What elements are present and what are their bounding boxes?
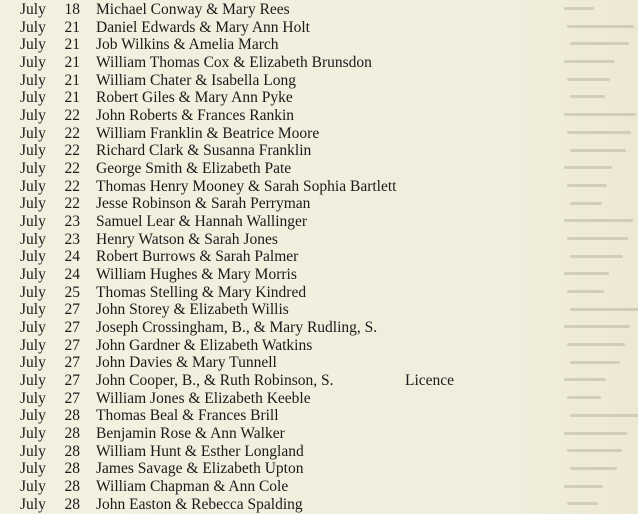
entry-month: July [20,107,46,125]
facing-page-bleed-through [560,0,638,514]
entry-month: July [20,354,46,372]
bleed-through-smudge [560,124,638,142]
bleed-through-smudge [560,230,638,248]
entry-day: 21 [64,18,80,36]
entry-month: July [20,1,46,18]
entry-day: 23 [64,230,80,248]
bleed-through-smudge [560,142,638,160]
entry-couple-names: William Hughes & Mary Morris [96,266,297,284]
register-entry [0,425,560,443]
register-entry [0,319,560,337]
register-entry [0,125,560,143]
entry-day: 22 [64,195,80,213]
entry-day: 22 [64,124,80,142]
register-entry [0,19,560,37]
register-entry [0,195,560,213]
register-entry [0,142,560,160]
entry-day: 27 [64,336,80,354]
bleed-through-smudge [560,0,638,18]
entry-couple-names: John Roberts & Frances Rankin [96,107,295,125]
entry-month: July [20,71,46,89]
entry-month: July [20,301,46,319]
register-entry [0,1,560,19]
entry-couple-names: Thomas Beal & Frances Brill [96,407,279,425]
register-entry [0,354,560,372]
register-entry [0,284,560,302]
bleed-through-smudge [560,18,638,36]
entry-couple-names: Robert Burrows & Sarah Palmer [96,248,299,266]
entry-day: 27 [64,301,80,319]
entry-couple-names: John Davies & Mary Tunnell [96,354,277,372]
entry-couple-names: John Gardner & Elizabeth Watkins [96,336,313,354]
register-entry [0,496,560,514]
entry-month: July [20,213,46,231]
register-entry [0,178,560,196]
entry-day: 21 [64,89,80,107]
entry-couple-names: Daniel Edwards & Mary Ann Holt [96,18,310,36]
bleed-through-smudge [560,442,638,460]
entry-day: 27 [64,372,80,390]
entry-day: 22 [64,160,80,178]
entry-couple-names: William Jones & Elizabeth Keeble [96,389,311,407]
entry-couple-names: Job Wilkins & Amelia March [96,36,279,54]
register-entry [0,478,560,496]
entry-couple-names: Thomas Stelling & Mary Kindred [96,283,307,301]
entry-month: July [20,177,46,195]
register-entry [0,248,560,266]
entry-day: 27 [64,354,80,372]
entry-day: 21 [64,71,80,89]
entry-month: July [20,36,46,54]
entry-day: 27 [64,389,80,407]
entry-day: 24 [64,248,80,266]
entry-couple-names: Joseph Crossingham, B., & Mary Rudling, S. [96,319,378,337]
entry-day: 28 [64,460,80,478]
register-entry [0,231,560,249]
register-entry [0,36,560,54]
register-entry [0,54,560,72]
entry-couple-names: William Thomas Cox & Elizabeth Brunsdon [96,54,372,71]
entry-month: July [20,124,46,142]
register-entry [0,372,560,390]
entry-month: July [20,142,46,160]
bleed-through-smudge [560,177,638,195]
entry-month: July [20,266,46,284]
entry-month: July [20,283,46,301]
entry-day: 21 [64,54,80,71]
register-entry [0,160,560,178]
entry-month: July [20,54,46,71]
entry-day: 21 [64,36,80,54]
entry-couple-names: Thomas Henry Mooney & Sarah Sophia Bartlett [96,177,397,195]
entry-day: 28 [64,425,80,443]
entry-month: July [20,160,46,178]
register-entry [0,337,560,355]
bleed-through-smudge [560,106,638,124]
register-entry [0,89,560,107]
entry-month: July [20,478,46,496]
entry-couple-names: Benjamin Rose & Ann Walker [96,425,285,443]
bleed-through-smudge [560,336,638,354]
entry-day: 22 [64,142,80,160]
register-entry [0,266,560,284]
entry-couple-names: James Savage & Elizabeth Upton [96,460,304,478]
entry-couple-names: Michael Conway & Mary Rees [96,1,290,18]
entry-day: 24 [64,266,80,284]
entry-couple-names: Samuel Lear & Hannah Wallinger [96,213,308,231]
bleed-through-smudge [560,301,638,319]
register-entry [0,460,560,478]
entry-month: July [20,89,46,107]
bleed-through-smudge [560,318,638,336]
entry-day: 22 [64,177,80,195]
bleed-through-smudge [560,212,638,230]
register-entry [0,72,560,90]
entry-day: 28 [64,407,80,425]
entry-note: Licence [405,372,455,390]
entry-couple-names: William Chater & Isabella Long [96,71,296,89]
bleed-through-smudge [560,407,638,425]
bleed-through-smudge [560,88,638,106]
bleed-through-smudge [560,371,638,389]
bleed-through-smudge [560,159,638,177]
entry-couple-names: William Franklin & Beatrice Moore [96,124,320,142]
entry-couple-names: John Easton & Rebecca Spalding [96,495,303,513]
entry-couple-names: John Storey & Elizabeth Willis [96,301,289,319]
bleed-through-smudge [560,195,638,213]
entry-day: 22 [64,107,80,125]
register-entry [0,443,560,461]
bleed-through-smudge [560,53,638,71]
entry-couple-names: Robert Giles & Mary Ann Pyke [96,89,293,107]
entry-couple-names: Jesse Robinson & Sarah Perryman [96,195,311,213]
entry-month: July [20,442,46,460]
bleed-through-smudge [560,478,638,496]
bleed-through-smudge [560,71,638,89]
entry-day: 28 [64,478,80,496]
entry-day: 28 [64,442,80,460]
bleed-through-smudge [560,495,638,513]
entry-month: July [20,18,46,36]
entry-day: 28 [64,495,80,513]
bleed-through-smudge [560,283,638,301]
entry-couple-names: John Cooper, B., & Ruth Robinson, S. [96,372,334,390]
entry-month: July [20,425,46,443]
entry-month: July [20,195,46,213]
entry-couple-names: George Smith & Elizabeth Pate [96,160,292,178]
register-entry [0,213,560,231]
entry-day: 18 [64,1,80,18]
entry-month: July [20,319,46,337]
entry-day: 23 [64,213,80,231]
entry-month: July [20,460,46,478]
entry-month: July [20,407,46,425]
entry-day: 27 [64,319,80,337]
entry-month: July [20,372,46,390]
entry-month: July [20,230,46,248]
bleed-through-smudge [560,265,638,283]
entry-month: July [20,495,46,513]
entry-month: July [20,389,46,407]
entry-couple-names: Henry Watson & Sarah Jones [96,230,278,248]
bleed-through-smudge [560,248,638,266]
bleed-through-smudge [560,389,638,407]
register-entry [0,301,560,319]
entry-month: July [20,248,46,266]
bleed-through-smudge [560,460,638,478]
bleed-through-smudge [560,354,638,372]
bleed-through-smudge [560,35,638,53]
bleed-through-smudge [560,425,638,443]
entry-couple-names: William Hunt & Esther Longland [96,442,304,460]
register-entry [0,390,560,408]
entry-couple-names: William Chapman & Ann Cole [96,478,289,496]
entry-month: July [20,336,46,354]
entry-day: 25 [64,283,80,301]
entry-couple-names: Richard Clark & Susanna Franklin [96,142,312,160]
register-entry [0,107,560,125]
register-entry [0,407,560,425]
